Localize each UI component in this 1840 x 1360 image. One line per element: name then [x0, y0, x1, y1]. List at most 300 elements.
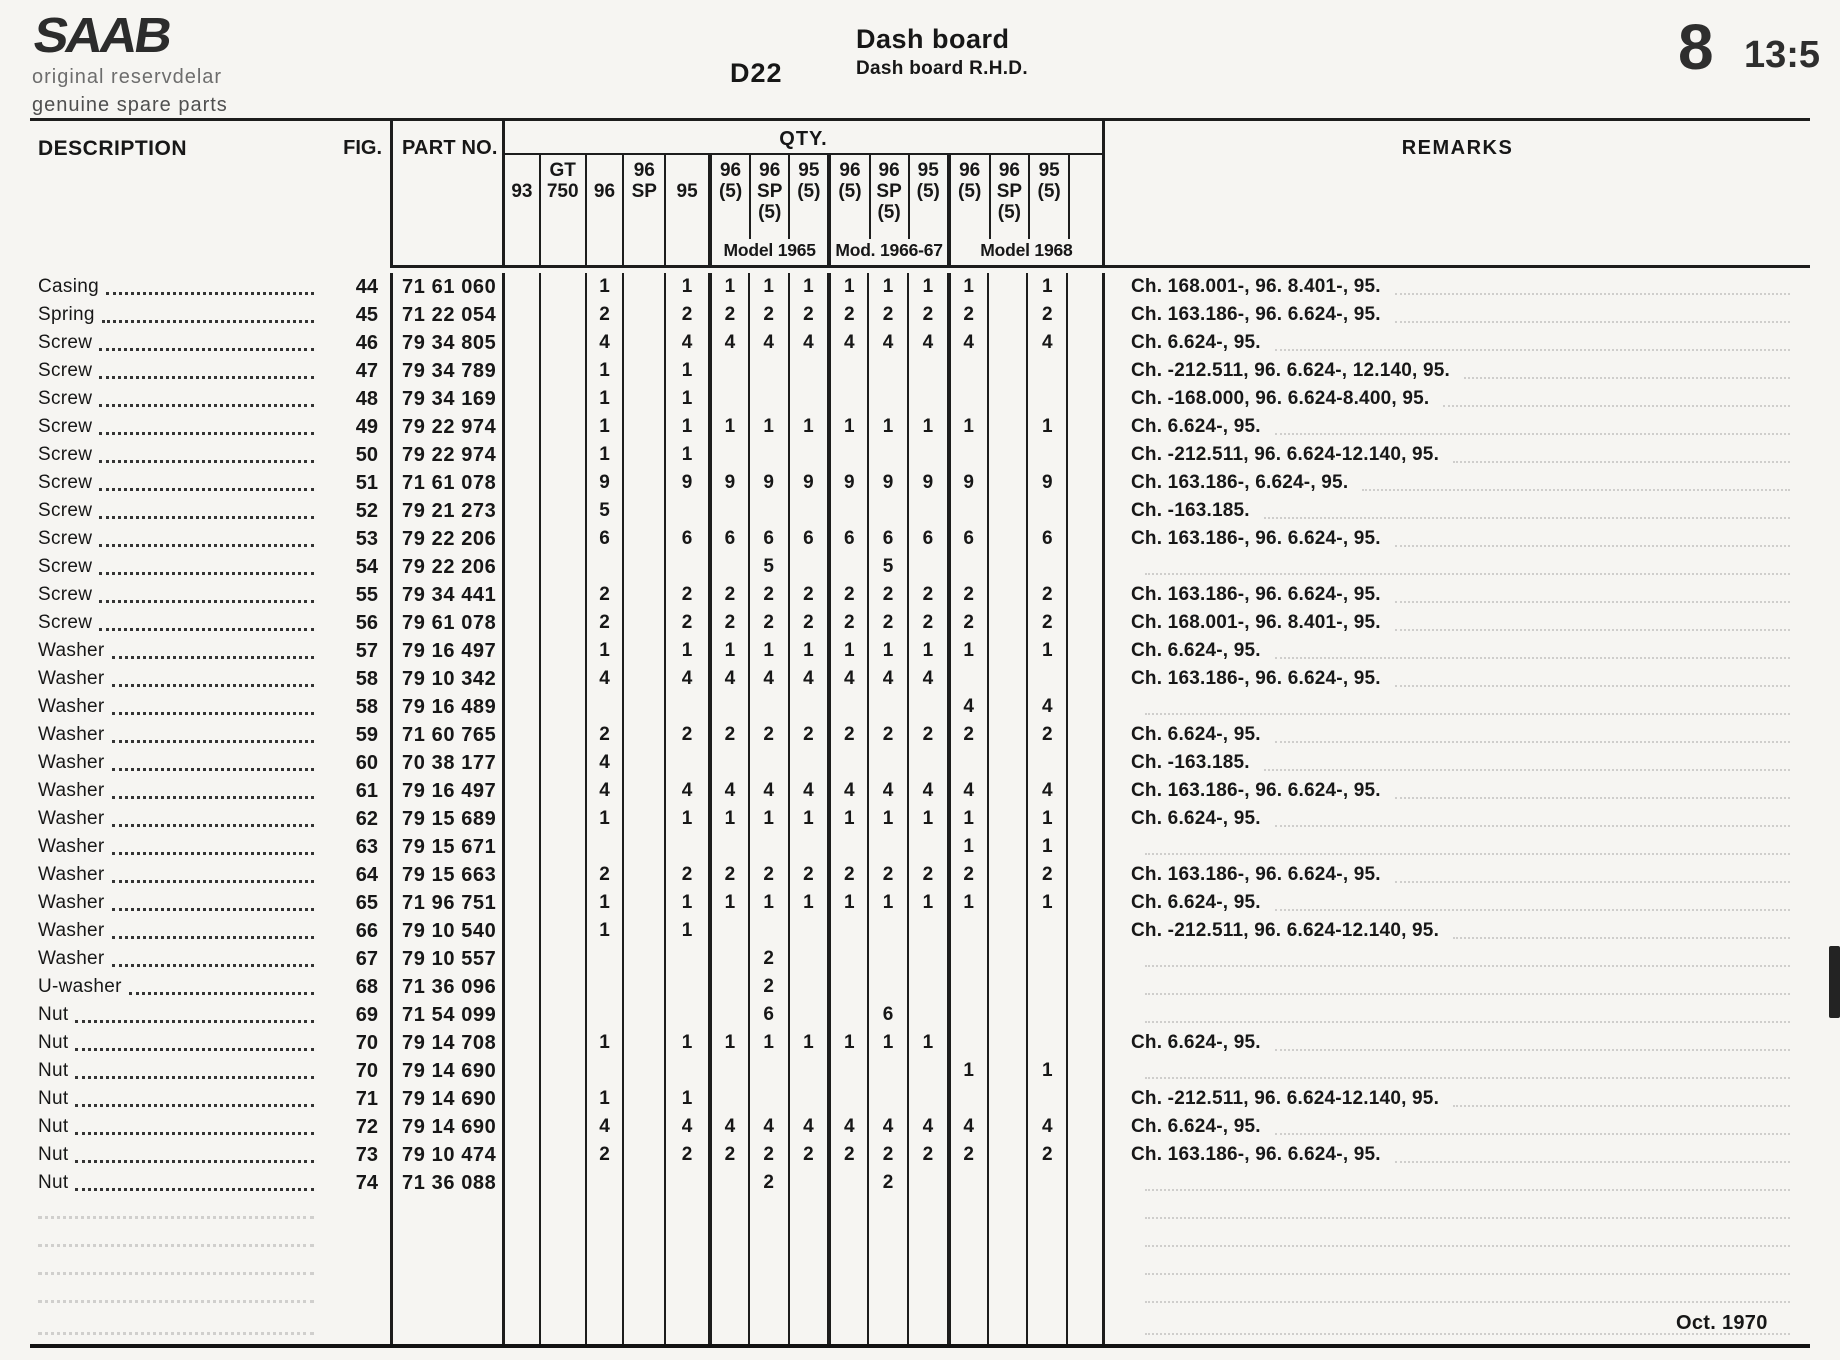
qty-cell: [664, 1197, 708, 1225]
remark-dotted-trail: [1275, 341, 1790, 351]
qty-col-header: [505, 155, 539, 265]
qty-cell: [539, 1141, 585, 1169]
qty-cell: [622, 1113, 664, 1141]
qty-cell: 4: [907, 665, 947, 693]
qty-cell: [622, 693, 664, 721]
qty-spacer-cell: [1066, 357, 1102, 385]
table-row: [30, 1057, 1810, 1085]
qty-cells: [505, 749, 1105, 777]
qty-cell: 2: [867, 1141, 907, 1169]
fig-number-cell: 57: [355, 639, 378, 662]
qty-cell: [505, 889, 539, 917]
qty-col-label-line: (5): [877, 202, 901, 223]
qty-cell: [505, 1057, 539, 1085]
qty-cell: [505, 917, 539, 945]
qty-cells: [505, 693, 1105, 721]
qty-model-group: [708, 155, 827, 265]
qty-cell: 1: [708, 1029, 748, 1057]
qty-cell: [987, 637, 1027, 665]
qty-cell: [827, 1281, 867, 1309]
table-row: [30, 469, 1810, 497]
qty-cell: [539, 525, 585, 553]
remark-dotted-trail: [1395, 789, 1790, 799]
qty-cell: [622, 273, 664, 301]
qty-cell: [907, 441, 947, 469]
qty-cell: [1026, 441, 1066, 469]
qty-cell: [987, 833, 1027, 861]
qty-cell: 1: [708, 805, 748, 833]
qty-cell: [622, 581, 664, 609]
qty-cell: [585, 1057, 623, 1085]
qty-cell: 1: [585, 357, 623, 385]
fig-number-cell: [330, 1309, 390, 1344]
table-row: [30, 273, 1810, 301]
qty-cell: [585, 945, 623, 973]
qty-col-label-line: 95: [1038, 160, 1060, 181]
part-number-cell: 79 22 974: [390, 441, 505, 469]
qty-cell: 2: [748, 301, 788, 329]
qty-cell: [748, 693, 788, 721]
qty-model-group: [947, 155, 1102, 265]
part-number-cell: 71 54 099: [390, 1001, 505, 1029]
remark-dotted-trail: [1145, 1181, 1790, 1191]
qty-cell: [947, 553, 987, 581]
qty-cell: [907, 553, 947, 581]
remarks-cell: [1105, 413, 1810, 441]
qty-cell: 2: [867, 581, 907, 609]
part-description: Nut: [38, 1004, 69, 1025]
qty-cell: 2: [947, 861, 987, 889]
qty-spacer-column: [1068, 155, 1102, 239]
qty-cell: [788, 749, 828, 777]
qty-cell: [947, 385, 987, 413]
description-cell: [30, 1057, 330, 1085]
qty-cell: [907, 1169, 947, 1197]
table-row: [30, 1029, 1810, 1057]
qty-spacer-cell: [1066, 609, 1102, 637]
qty-cell: [585, 1197, 623, 1225]
qty-cell: [622, 1309, 664, 1344]
qty-cell: [622, 441, 664, 469]
qty-cell: [664, 833, 708, 861]
qty-cell: 6: [947, 525, 987, 553]
part-description: Screw: [38, 388, 93, 409]
qty-spacer-cell: [1066, 777, 1102, 805]
qty-cell: [539, 329, 585, 357]
qty-cell: 2: [748, 721, 788, 749]
qty-cell: 1: [947, 413, 987, 441]
qty-cell: [748, 749, 788, 777]
qty-col-header: [712, 155, 749, 239]
fig-number-cell: 51: [355, 471, 378, 494]
qty-cell: 4: [708, 1113, 748, 1141]
qty-cell: [867, 1197, 907, 1225]
qty-cell: 2: [585, 301, 623, 329]
qty-cell: 9: [664, 469, 708, 497]
qty-cell: [987, 273, 1027, 301]
part-number-cell: 71 60 765: [390, 721, 505, 749]
qty-cell: [867, 385, 907, 413]
qty-cell: 2: [947, 609, 987, 637]
remark-dotted-trail: [1275, 817, 1790, 827]
qty-cell: [539, 833, 585, 861]
part-number-cell: 79 10 474: [390, 1141, 505, 1169]
description-cell: [30, 1197, 330, 1225]
qty-cell: 2: [1026, 861, 1066, 889]
remark-text: Ch. 6.624-, 95.: [1131, 808, 1261, 829]
remarks-cell: [1105, 329, 1810, 357]
description-cell: [30, 721, 330, 749]
qty-cell: [788, 1085, 828, 1113]
qty-cell: [748, 1085, 788, 1113]
qty-cells: [505, 721, 1105, 749]
fig-number-cell: 50: [355, 443, 378, 466]
qty-cells: [505, 469, 1105, 497]
dotted-leader: [112, 727, 314, 743]
qty-cell: 9: [907, 469, 947, 497]
qty-cell: [867, 945, 907, 973]
qty-cell: 9: [1026, 469, 1066, 497]
qty-cell: 9: [947, 469, 987, 497]
qty-col-header: [1028, 155, 1068, 239]
qty-cell: [987, 1197, 1027, 1225]
remark-dotted-trail: [1145, 1209, 1790, 1219]
qty-cell: [748, 497, 788, 525]
fig-number-cell: 58: [355, 667, 378, 690]
dotted-leader: [99, 587, 314, 603]
qty-cell: 4: [827, 665, 867, 693]
qty-cell: [987, 1029, 1027, 1057]
qty-cell: [708, 1225, 748, 1253]
qty-cell: [505, 385, 539, 413]
qty-cell: [585, 1309, 623, 1344]
qty-cell: [622, 413, 664, 441]
remarks-cell: [1105, 1113, 1810, 1141]
qty-cell: 1: [867, 273, 907, 301]
part-description: Washer: [38, 836, 105, 857]
qty-cell: [788, 1057, 828, 1085]
qty-spacer-cell: [1066, 1085, 1102, 1113]
qty-spacer-cell: [1066, 469, 1102, 497]
remarks-cell: [1105, 637, 1810, 665]
qty-cell: 2: [748, 609, 788, 637]
qty-cell: [788, 1001, 828, 1029]
qty-cell: [505, 609, 539, 637]
remarks-cell: [1105, 273, 1810, 301]
qty-cell: [1026, 1281, 1066, 1309]
qty-cell: [622, 1141, 664, 1169]
qty-cell: 9: [788, 469, 828, 497]
remark-text: Ch. -212.511, 96. 6.624-, 12.140, 95.: [1131, 360, 1451, 381]
qty-cell: 1: [1026, 889, 1066, 917]
qty-cell: 1: [708, 889, 748, 917]
qty-cell: [788, 1281, 828, 1309]
qty-cell: [539, 1113, 585, 1141]
qty-cell: 1: [708, 637, 748, 665]
part-description: Washer: [38, 808, 105, 829]
dotted-leader: [102, 307, 314, 323]
description-cell: [30, 301, 330, 329]
qty-cell: [505, 1113, 539, 1141]
qty-cell: 2: [867, 721, 907, 749]
remark-dotted-trail: [1145, 1069, 1790, 1079]
remark-text: Ch. -212.511, 96. 6.624-12.140, 95.: [1131, 1088, 1440, 1109]
header-description: DESCRIPTION: [38, 137, 188, 160]
qty-cell: [622, 833, 664, 861]
qty-cell: 1: [947, 805, 987, 833]
part-description: Screw: [38, 584, 93, 605]
qty-cell: [539, 1029, 585, 1057]
qty-cell: [585, 1253, 623, 1281]
qty-cell: [867, 1309, 907, 1344]
qty-cell: 6: [748, 1001, 788, 1029]
part-description: Screw: [38, 444, 93, 465]
qty-cell: 2: [947, 301, 987, 329]
qty-col-label-line: 93: [511, 181, 533, 202]
table-row: [30, 441, 1810, 469]
fig-number-cell: 48: [355, 387, 378, 410]
qty-spacer-cell: [1066, 1225, 1102, 1253]
qty-cell: [788, 693, 828, 721]
qty-cell: [867, 973, 907, 1001]
qty-cell: 4: [788, 665, 828, 693]
qty-cell: [827, 749, 867, 777]
part-description: Washer: [38, 752, 105, 773]
qty-cells: [505, 1197, 1105, 1225]
qty-cell: [987, 385, 1027, 413]
description-cell: [30, 861, 330, 889]
qty-spacer-cell: [1066, 693, 1102, 721]
remarks-cell: [1105, 469, 1810, 497]
qty-cell: [1026, 385, 1066, 413]
qty-col-label-line: (5): [997, 202, 1022, 223]
qty-cell: 2: [827, 861, 867, 889]
qty-cell: 1: [867, 637, 907, 665]
part-description: Washer: [38, 948, 105, 969]
qty-cell: 1: [664, 637, 708, 665]
dotted-leader: [75, 1007, 314, 1023]
qty-cell: 1: [907, 889, 947, 917]
qty-cell: [1026, 1169, 1066, 1197]
part-description: Screw: [38, 528, 93, 549]
qty-cell: [867, 441, 907, 469]
remark-dotted-trail: [1145, 985, 1790, 995]
qty-cell: [539, 497, 585, 525]
qty-cell: [708, 917, 748, 945]
dotted-leader: [38, 1231, 314, 1247]
qty-cells: [505, 1253, 1105, 1281]
qty-cell: 4: [1026, 693, 1066, 721]
fig-number-cell: 74: [355, 1171, 378, 1194]
qty-cell: 1: [1026, 805, 1066, 833]
qty-cell: [748, 1253, 788, 1281]
fig-number-cell: 70: [355, 1031, 378, 1054]
remarks-cell: [1105, 1057, 1810, 1085]
qty-cell: [539, 917, 585, 945]
qty-spacer-cell: [1066, 1001, 1102, 1029]
fig-number-cell: 56: [355, 611, 378, 634]
part-number-cell: 79 16 497: [390, 777, 505, 805]
qty-spacer-cell: [1066, 273, 1102, 301]
description-cell: [30, 441, 330, 469]
qty-cell: 4: [827, 1113, 867, 1141]
description-cell: [30, 497, 330, 525]
remark-text: Ch. 6.624-, 95.: [1131, 332, 1261, 353]
qty-cell: [539, 1225, 585, 1253]
remark-dotted-trail: [1395, 1153, 1790, 1163]
qty-cell: 2: [1026, 609, 1066, 637]
qty-col-header: [664, 155, 708, 265]
qty-cell: 4: [585, 777, 623, 805]
qty-cell: [827, 917, 867, 945]
footer-date: Oct. 1970: [1676, 1312, 1768, 1334]
fig-number-cell: [330, 1281, 390, 1309]
scan-artifact: [1829, 946, 1840, 1018]
qty-col-header: [989, 155, 1029, 239]
remark-text: Ch. 6.624-, 95.: [1131, 1032, 1261, 1053]
remark-text: Ch. 163.186-, 96. 6.624-, 95.: [1131, 304, 1381, 325]
remark-text: Ch. 6.624-, 95.: [1131, 1116, 1261, 1137]
qty-cells: [505, 917, 1105, 945]
qty-cell: [539, 1253, 585, 1281]
remark-text: Ch. 168.001-, 96. 8.401-, 95.: [1131, 276, 1381, 297]
qty-cell: 2: [867, 1169, 907, 1197]
qty-cell: [539, 861, 585, 889]
part-description: Spring: [38, 304, 95, 325]
qty-cell: 2: [585, 861, 623, 889]
qty-cell: [907, 497, 947, 525]
remarks-cell: [1105, 1141, 1810, 1169]
qty-cell: 1: [585, 1029, 623, 1057]
qty-cell: [505, 777, 539, 805]
table-row: [30, 413, 1810, 441]
qty-cells: [505, 1001, 1105, 1029]
qty-cell: 1: [664, 273, 708, 301]
qty-cells: [505, 889, 1105, 917]
qty-cell: [622, 1029, 664, 1057]
qty-cells: [505, 525, 1105, 553]
qty-cell: 4: [585, 1113, 623, 1141]
qty-cell: 6: [748, 525, 788, 553]
qty-cell: [585, 1001, 623, 1029]
qty-cell: [585, 693, 623, 721]
qty-cell: [827, 1253, 867, 1281]
table-row: [30, 777, 1810, 805]
part-number-cell: 70 38 177: [390, 749, 505, 777]
remark-dotted-trail: [1145, 1013, 1790, 1023]
qty-cell: [505, 553, 539, 581]
qty-cell: [539, 749, 585, 777]
dotted-leader: [129, 979, 314, 995]
qty-cell: 4: [867, 777, 907, 805]
remark-dotted-trail: [1395, 285, 1790, 295]
qty-cell: 4: [664, 329, 708, 357]
qty-cell: [708, 833, 748, 861]
dotted-leader: [38, 1203, 314, 1219]
qty-cell: [907, 833, 947, 861]
qty-cell: [867, 1253, 907, 1281]
qty-group-columns: [951, 155, 1102, 239]
qty-cell: [622, 861, 664, 889]
remarks-cell: [1105, 441, 1810, 469]
qty-cells: [505, 1057, 1105, 1085]
dotted-leader: [112, 643, 314, 659]
remarks-cell: [1105, 525, 1810, 553]
qty-cell: [827, 1001, 867, 1029]
part-number-cell: 71 96 751: [390, 889, 505, 917]
qty-cell: [539, 301, 585, 329]
qty-cell: [664, 1001, 708, 1029]
remark-dotted-trail: [1145, 1265, 1790, 1275]
part-number-cell: 79 14 690: [390, 1085, 505, 1113]
qty-cell: 2: [867, 861, 907, 889]
qty-cell: [827, 385, 867, 413]
dotted-leader: [75, 1035, 314, 1051]
remarks-cell: [1105, 1085, 1810, 1113]
qty-cells: [505, 1113, 1105, 1141]
part-description: U-washer: [38, 976, 122, 997]
remark-text: Ch. 6.624-, 95.: [1131, 892, 1261, 913]
qty-cell: [748, 385, 788, 413]
qty-cell: [947, 973, 987, 1001]
qty-cell: 6: [827, 525, 867, 553]
qty-cell: [664, 1281, 708, 1309]
qty-cell: [664, 749, 708, 777]
qty-cell: [987, 665, 1027, 693]
qty-cells: [505, 301, 1105, 329]
qty-cell: [585, 973, 623, 1001]
part-description: Screw: [38, 472, 93, 493]
dotted-leader: [99, 531, 314, 547]
qty-cell: [827, 1085, 867, 1113]
part-number-cell: 79 14 690: [390, 1057, 505, 1085]
qty-cells: [505, 1281, 1105, 1309]
remark-dotted-trail: [1145, 1293, 1790, 1303]
qty-cell: [907, 1001, 947, 1029]
fig-number-cell: 55: [355, 583, 378, 606]
part-description: Nut: [38, 1144, 69, 1165]
qty-cell: [708, 1085, 748, 1113]
qty-cell: 1: [748, 1029, 788, 1057]
qty-cell: 1: [748, 889, 788, 917]
table-row: [30, 861, 1810, 889]
qty-cells: [505, 413, 1105, 441]
fig-number-cell: 47: [355, 359, 378, 382]
qty-cell: [788, 1169, 828, 1197]
description-cell: [30, 1113, 330, 1141]
qty-cell: 4: [748, 777, 788, 805]
qty-cell: [1026, 497, 1066, 525]
qty-cell: [622, 749, 664, 777]
qty-cell: [622, 1057, 664, 1085]
qty-cell: [987, 889, 1027, 917]
qty-cell: 1: [788, 889, 828, 917]
qty-cell: 1: [867, 805, 907, 833]
table-row: [30, 693, 1810, 721]
qty-cell: [947, 497, 987, 525]
qty-cell: [622, 1197, 664, 1225]
qty-cell: 1: [947, 833, 987, 861]
description-cell: [30, 1253, 330, 1281]
remark-dotted-trail: [1275, 649, 1790, 659]
table-row: [30, 1001, 1810, 1029]
qty-cell: 2: [1026, 301, 1066, 329]
part-description: Nut: [38, 1116, 69, 1137]
qty-cell: [505, 1281, 539, 1309]
description-cell: [30, 1169, 330, 1197]
qty-cell: 4: [947, 329, 987, 357]
remarks-cell: [1105, 833, 1810, 861]
